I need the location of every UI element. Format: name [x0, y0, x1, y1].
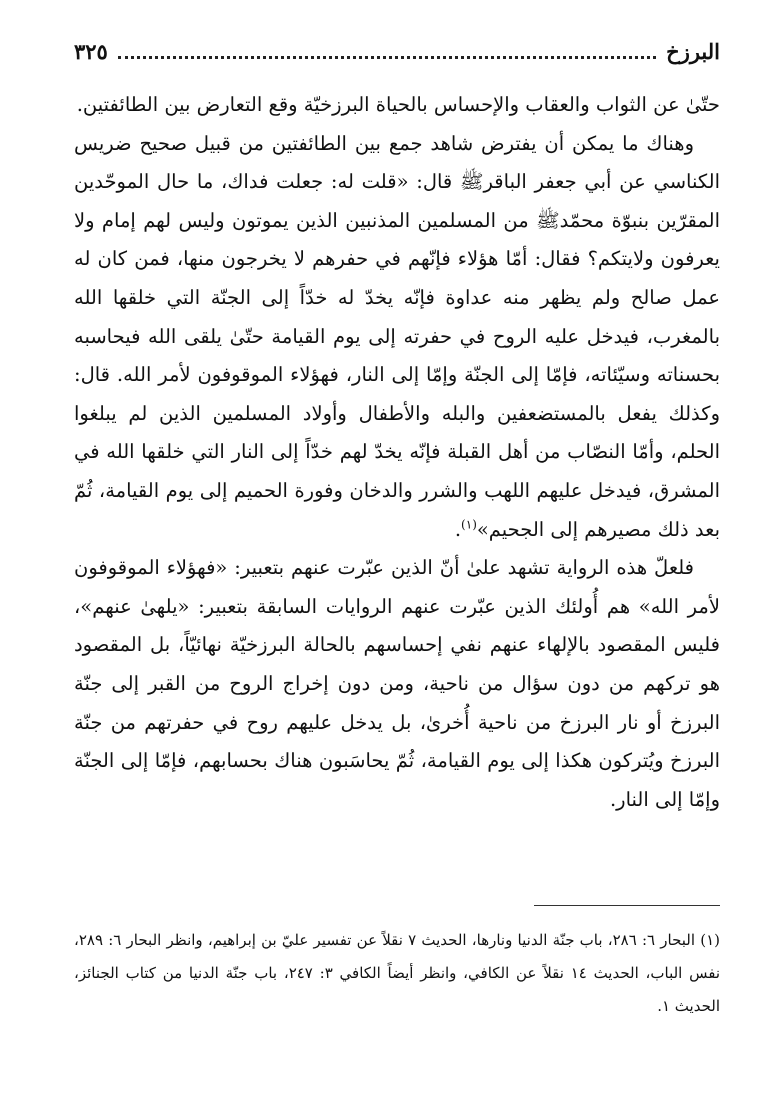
- paragraph: [74, 125, 720, 550]
- main-text: [74, 86, 720, 819]
- paragraph: حتّىٰ عن الثواب والعقاب والإحساس بالحياة البرزخيّة وقع التعارض بين الطائفتين.: [76, 93, 720, 116]
- paragraph: فلعلّ هذه الرواية تشهد علىٰ أنّ الذين عبّرت عنهم بتعبير: «فهؤلاء الموقوفون لأمر الله» هم أُولئك الذين عبّرت عنهم الروايات السابقة بتعبير: «يلهىٰ عنهم»، فليس المقصود بالإلهاء عنهم نفي إحساسهم بالحالة البرزخيّة نهائيّاً، بل المقصود هو تركهم من دون سؤال من ناحية، ومن دون إخراج الروح من القبر إلى جنّة البرزخ أو نار البرزخ من ناحية أُخرىٰ، بل يدخل عليهم روح في حفرتهم من جنّة البرزخ ويُتركون هكذا إلى يوم القيامة، ثُمّ يحاسَبون هناك بحسابهم، فإمّا إلى الجنّة وإمّا إلى النار.: [74, 556, 720, 811]
- footnote: (١) البحار ٦: ٢٨٦، باب جنّة الدنيا ونارها، الحديث ٧ نقلاً عن تفسير عليّ بن إبراهيم، وانظر البحار ٦: ٢٨٩، نفس الباب، الحديث ١٤ نقلاً عن الكافي، وانظر أيضاً الكافي ٣: ٢٤٧، باب جنّة الدنيا من كتاب الجنائز، الحديث ١.: [74, 931, 721, 1015]
- section-title: البرزخ: [666, 38, 720, 64]
- footnotes: [74, 924, 720, 1023]
- dot-leader: [118, 56, 656, 59]
- paragraph-end-punctuation: .: [454, 517, 462, 541]
- book-page: [74, 0, 720, 1096]
- footnote-reference[interactable]: (١): [461, 517, 477, 532]
- running-header: [74, 34, 720, 68]
- paragraph-text: وهناك ما يمكن أن يفترض شاهد جمع بين الطائفتين من قبيل صحيح ضريس الكناسي عن أبي جعفر الباقرﷺ قال: «قلت له: جعلت فداك، ما حال الموحّدين المقرّين بنبوّة محمّدﷺ من المسلمين المذنبين الذين يموتون وليس لهم إمام ولا يعرفون ولايتكم؟ فقال: أمّا هؤلاء فإنّهم في حفرهم لا يخرجون منها، فمن كان له عمل صالح ولم يظهر منه عداوة فإنّه يخدّ له خدّاً إلى الجنّة التي خلقها الله بالمغرب، فيدخل عليه الروح في حفرته إلى يوم القيامة حتّىٰ يلقى الله فيحاسبه بحسناته وسيّئاته، فإمّا إلى الجنّة وإمّا إلى النار، فهؤلاء الموقوفون لأمر الله. قال: وكذلك يفعل بالمستضعفين والبله والأطفال وأولاد المسلمين الذين لم يبلغوا الحلم، وأمّا النصّاب من أهل القبلة فإنّه يخدّ لهم خدّاً إلى النار التي خلقها الله في المشرق، فيدخل عليهم اللهب والشرر والدخان وفورة الحميم إلى يوم القيامة، ثُمّ بعد ذلك مصيرهم إلى الجحيم»: [74, 131, 720, 541]
- page-number: ٣٢٥: [74, 38, 108, 64]
- footnote-divider: [534, 905, 720, 906]
